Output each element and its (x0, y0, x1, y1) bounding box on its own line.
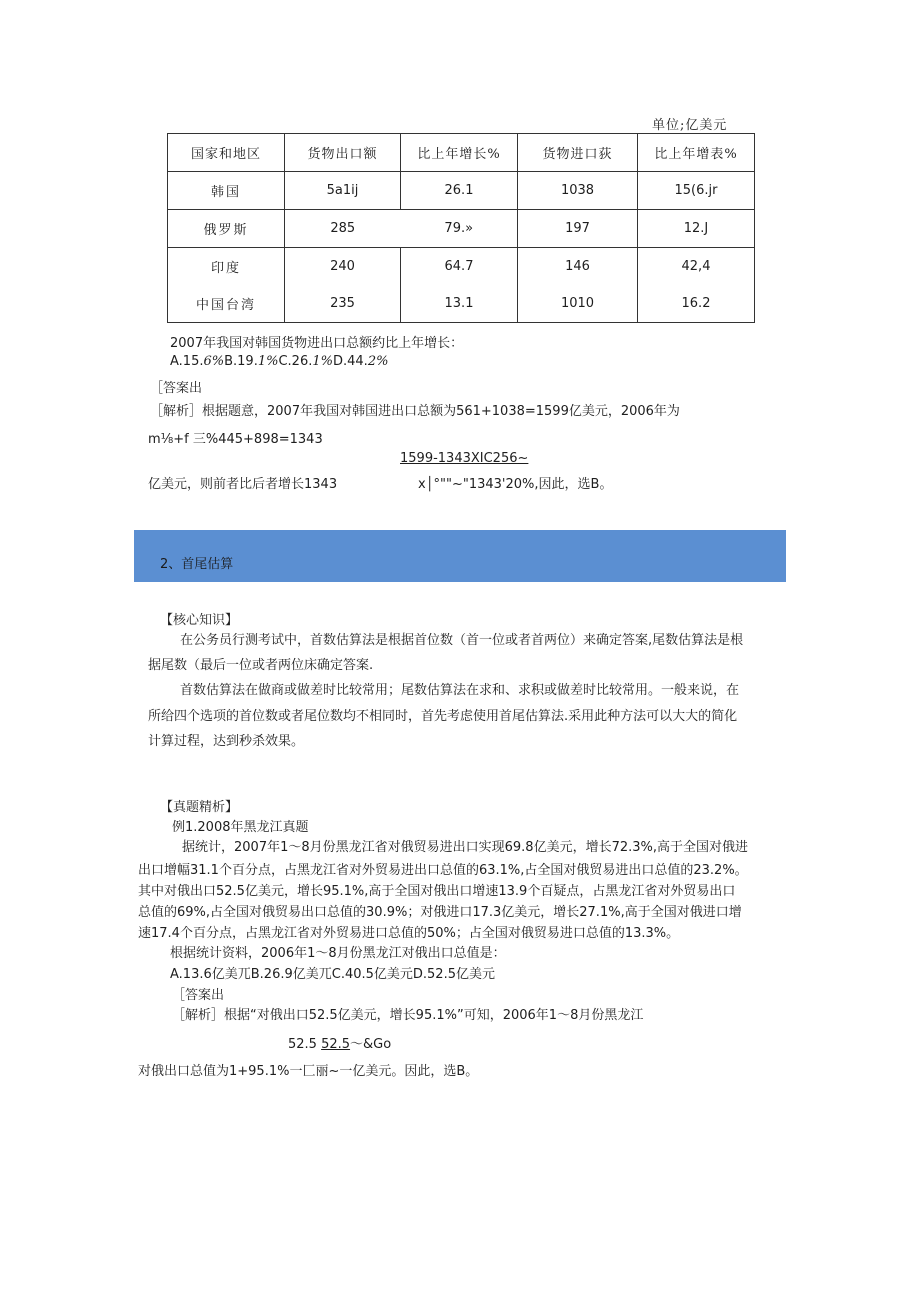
q1-option-d-tail: 2% (367, 354, 389, 369)
table-cell: 12.J (638, 210, 755, 248)
example-options: A.13.6亿美兀B.26.9亿美兀C.40.5亿美元D.52.5亿美元 (170, 967, 495, 982)
table-cell: 中国台湾 (168, 285, 285, 323)
core-para-2-line-1: 首数估算法在做商或做差时比较常用；尾数估算法在求和、求积或做差时比较常用。一般来说，在 (180, 683, 740, 698)
table-cell: 16.2 (638, 285, 755, 323)
example-line-3: 其中对俄出口52.5亿美元，增长95.1%,高于全国对俄出口增速13.9个百疑点，占黑龙江省对外贸易出口 (138, 884, 736, 899)
trade-table (167, 133, 755, 323)
example-line-1: 据统计，2007年1～8月份黑龙江省对俄贸易进出口实现69.8亿美元，增长72.3%,高于全国对俄进 (182, 840, 749, 855)
example-line-4: 总值的69%,占全国对俄贸易出口总值的30.9%；对俄进口17.3亿美元，增长27.1%,高于全国对俄进口增 (138, 905, 742, 920)
table-cell: 韩国 (168, 172, 285, 210)
table-cell: 13.1 (401, 285, 518, 323)
q1-option-c-tail: 1% (312, 354, 333, 369)
table-cell: 5a1ij (285, 172, 401, 210)
table-row (168, 210, 755, 248)
calc-value: 52.5 (288, 1037, 317, 1052)
example-calc (288, 1033, 391, 1052)
q1-formula: m⅛+f 三%445+898=1343 (148, 432, 323, 447)
unit-label: 单位;亿美元 (652, 118, 728, 133)
example-line-2: 出口增幅31.1个百分点，占黑龙江省对外贸易进出口总值的63.1%,占全国对俄贸易进出口总值的23.2%。 (138, 863, 748, 878)
table-cell: 印度 (168, 248, 285, 286)
section-title: 2、首尾估算 (160, 557, 234, 572)
q1-analysis: ［解析］根据题意，2007年我国对韩国进出口总额为561+1038=1599亿美元，2006年为 (150, 404, 680, 419)
table-row (168, 248, 755, 286)
calc-tail: ～&Go (350, 1037, 392, 1052)
example-heading: 例1.2008年黑龙江真题 (172, 820, 309, 835)
q1-answer: ［答案出 (150, 381, 203, 396)
core-para-1-line-1: 在公务员行测考试中，首数估算法是根据首位数（首一位或者首两位）来确定答案,尾数估算法是根 (180, 633, 744, 648)
table-cell: 15(6.jr (638, 172, 755, 210)
q1-option-a: A.15. (170, 354, 204, 369)
table-row (168, 285, 755, 323)
q1-option-a-tail: 6% (203, 354, 225, 369)
table-cell: 197 (518, 210, 638, 248)
table-header-row (168, 134, 755, 172)
q1-result-prefix: 亿美元，则前者比后者增长1343 (148, 477, 338, 492)
q1-option-b: B.19. (224, 354, 258, 369)
header-import: 货物进口荻 (518, 134, 638, 172)
core-para-2-line-2: 所给四个选项的首位数或者尾位数均不相同时，首先考虑使用首尾估算法.采用此种方法可以大大的简化 (148, 709, 738, 724)
header-export-growth: 比上年增长% (401, 134, 518, 172)
table-cell: 146 (518, 248, 638, 286)
q1-option-b-tail: 1% (257, 354, 279, 369)
example-title: 【真题精析】 (160, 800, 239, 815)
header-export: 货物出口额 (285, 134, 401, 172)
table-cell: 79.» (401, 210, 518, 248)
header-region: 国家和地区 (168, 134, 285, 172)
table-cell: 240 (285, 248, 401, 286)
table-cell: 26.1 (401, 172, 518, 210)
core-knowledge-title: 【核心知识】 (160, 613, 239, 628)
example-line-5: 速17.4个百分点，占黑龙江省对外贸易进口总值的50%；占全国对俄贸易进口总值的13.3%。 (138, 926, 680, 941)
example-question: 根据统计资料，2006年1～8月份黑龙江对俄出口总值是： (170, 946, 506, 961)
table-cell: 42,4 (638, 248, 755, 286)
q1-option-d: D.44. (332, 354, 368, 369)
calc-numerator: 52.5 (321, 1037, 351, 1052)
table-cell: 俄罗斯 (168, 210, 285, 248)
example-final: 对俄出口总值为1+95.1%一匚丽~一亿美元。因此，选B。 (138, 1064, 479, 1079)
table-cell: 64.7 (401, 248, 518, 286)
example-answer: ［答案出 (172, 988, 225, 1003)
table-row (168, 172, 755, 210)
q1-result-suffix: x│°""~"1343'20%,因此，选B。 (418, 477, 613, 492)
table-cell: 1038 (518, 172, 638, 210)
core-para-2-line-3: 计算过程，达到秒杀效果。 (148, 734, 305, 749)
core-para-1-line-2: 据尾数（最后一位或者两位床确定答案. (148, 658, 374, 673)
q1-fraction-numerator: 1599-1343XIC256~ (400, 451, 529, 466)
q1-options (170, 354, 388, 369)
q1-option-c: C.26. (278, 354, 313, 369)
section-banner (134, 530, 786, 582)
table-cell: 1010 (518, 285, 638, 323)
header-import-growth: 比上年增表% (638, 134, 755, 172)
table-cell: 285 (285, 210, 401, 248)
q1-question: 2007年我国对韩国货物进出口总额约比上年增长： (170, 336, 464, 351)
table-cell: 235 (285, 285, 401, 323)
example-analysis: ［解析］根据“对俄出口52.5亿美元，增长95.1%”可知，2006年1～8月份黑龙江 (172, 1008, 644, 1023)
